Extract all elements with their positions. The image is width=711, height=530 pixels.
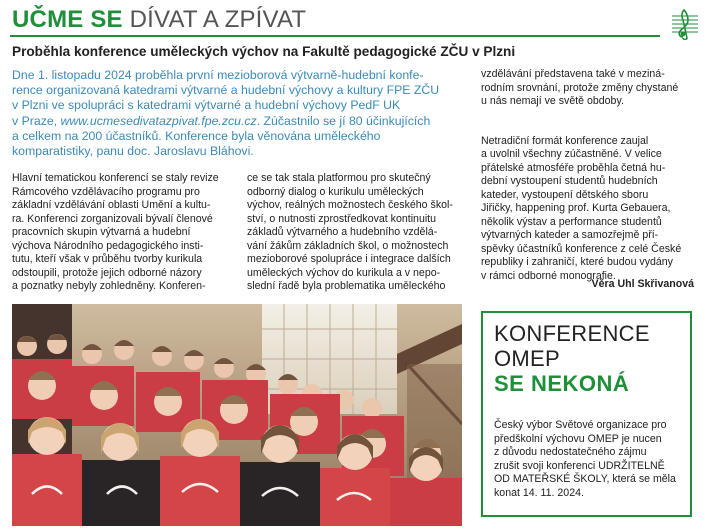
text-line: základů výtvarného a hudebního vzdělá- <box>247 226 438 238</box>
body-column-2 <box>247 172 465 294</box>
lead-line: v Plzni ve spolupráci s katedrami výtvarné a hudební výchovy PedF UK <box>12 98 401 113</box>
conference-url-link[interactable]: www.ucmesedivatazpivat.fpe.zcu.cz <box>60 113 257 128</box>
paragraph-gap <box>481 122 701 135</box>
text-line: výtvarných kateder a samozřejmě pří- <box>481 229 659 241</box>
page-header <box>10 4 700 36</box>
children-choir-photo <box>12 304 462 526</box>
body-column-1 <box>12 172 230 294</box>
title-accent: UČME SE <box>12 6 123 33</box>
text-line: vání žákům základních škol, o možnostech <box>247 239 449 252</box>
text-line: slední řadě byla problematika uměleckého <box>247 280 446 292</box>
music-note-staff-icon <box>670 6 700 40</box>
text-line: zrušit svoji konferenci UDRŽITELNĚ <box>494 459 665 472</box>
page-title <box>12 6 306 34</box>
notice-heading-accent: SE NEKONÁ <box>494 371 630 396</box>
notice-text <box>494 419 684 500</box>
text-line: několik výstav a performance studentů <box>481 215 662 228</box>
lead-line <box>12 114 464 129</box>
notice-heading-line: KONFERENCE <box>494 321 650 346</box>
lead-line-start: v Praze, <box>12 113 61 128</box>
lead-line-rest: . Zúčastnilo se jí 80 účinkujících <box>256 113 431 128</box>
text-line: ství, o nutnosti zprostředkovat kontinuitu <box>247 212 437 225</box>
text-line: z důvodu nedostatečného zájmu <box>494 446 647 458</box>
text-line: předškolní výchovu OMEP je nucen <box>494 432 662 445</box>
header-rule <box>10 35 660 37</box>
text-line: tutu, kteří však v průběhu tvorby kurikula <box>12 253 203 265</box>
lead-line: a celkem na 200 účastníků. Konference byla věnována uměleckého <box>12 128 381 143</box>
text-line: v rámci odborné monografie. <box>481 269 616 282</box>
text-line: u nás nemají ve světě obdoby. <box>481 95 624 107</box>
text-line: konat 14. 11. 2024. <box>494 486 584 499</box>
body-column-3 <box>481 68 701 283</box>
text-line: přátelské atmosféře proběhla četná hu- <box>481 161 666 174</box>
text-line: uměleckých výchov do kurikula a v nepo- <box>247 266 441 279</box>
notice-heading-line: OMEP <box>494 346 560 371</box>
text-line: Rámcového vzdělávacího programu pro <box>12 185 200 198</box>
omep-notice-box <box>481 311 692 517</box>
text-line: pracovních skupin výtvarná a hudební <box>12 226 191 238</box>
text-line: rodním srovnání, protože změny chystané <box>481 81 679 94</box>
text-line: základní vzdělávání oblasti Umění a kultu- <box>12 199 211 211</box>
choir-photo-illustration <box>12 304 462 526</box>
text-line: mezioborové spolupráce i integrace dalších <box>247 253 451 265</box>
text-line: republiky i zahraničí, které budou vydány <box>481 256 673 268</box>
article-title: Proběhla konference uměleckých výchov na Fakultě pedagogické ZČU v Plzni <box>12 44 516 59</box>
text-line: Jiřičky, happening prof. Kurta Gebauera, <box>481 202 671 214</box>
title-rest: DÍVAT A ZPÍVAT <box>129 6 307 33</box>
paragraph-gap <box>481 109 701 122</box>
text-line: Netradiční formát konference zaujal <box>481 134 649 147</box>
text-line: Český výbor Světové organizace pro <box>494 419 667 431</box>
text-line: a uvolnil všechny zúčastněné. V velice <box>481 148 662 160</box>
text-line: vzdělávání představena také v meziná- <box>481 68 665 80</box>
lead-line: rence organizovaná katedrami výtvarné a hudební výchovy a kultury FPE ZČU <box>12 83 440 98</box>
text-line: dební vystoupení studentů hudebních <box>481 175 658 187</box>
text-line: ce se tak stala platformou pro skutečný <box>247 172 431 184</box>
text-line: výchova Národního pedagogického insti- <box>12 239 204 252</box>
article-lead <box>12 68 464 159</box>
text-line: OD MATEŘSKÉ ŠKOLY, která se měla <box>494 473 676 485</box>
text-line: odborný dialog o kurikulu uměleckých <box>247 185 424 198</box>
text-line: odstoupili, protože jejich odborné názory <box>12 266 202 279</box>
notice-heading <box>494 321 650 371</box>
lead-line: komparatistiky, panu doc. Jaroslavu Bláhovi. <box>12 144 254 159</box>
lead-line: Dne 1. listopadu 2024 proběhla první mezioborová výtvarně-hudební konfe- <box>12 68 424 82</box>
text-line: výchov, reálných možnostech českého škol- <box>247 199 453 211</box>
article-author: Věra Uhl Skřivanová <box>591 278 694 290</box>
text-line: Hlavní tematickou konferencí se staly revize <box>12 172 219 184</box>
text-line: a poznatky nebyly zohledněny. Konferen- <box>12 280 206 292</box>
text-line: kateder, vystoupení dětského sboru <box>481 188 649 201</box>
text-line: spěvky účastníků konference z celé České <box>481 242 682 255</box>
text-line: ra. Konferenci zorganizovali bývalí členové <box>12 212 213 225</box>
